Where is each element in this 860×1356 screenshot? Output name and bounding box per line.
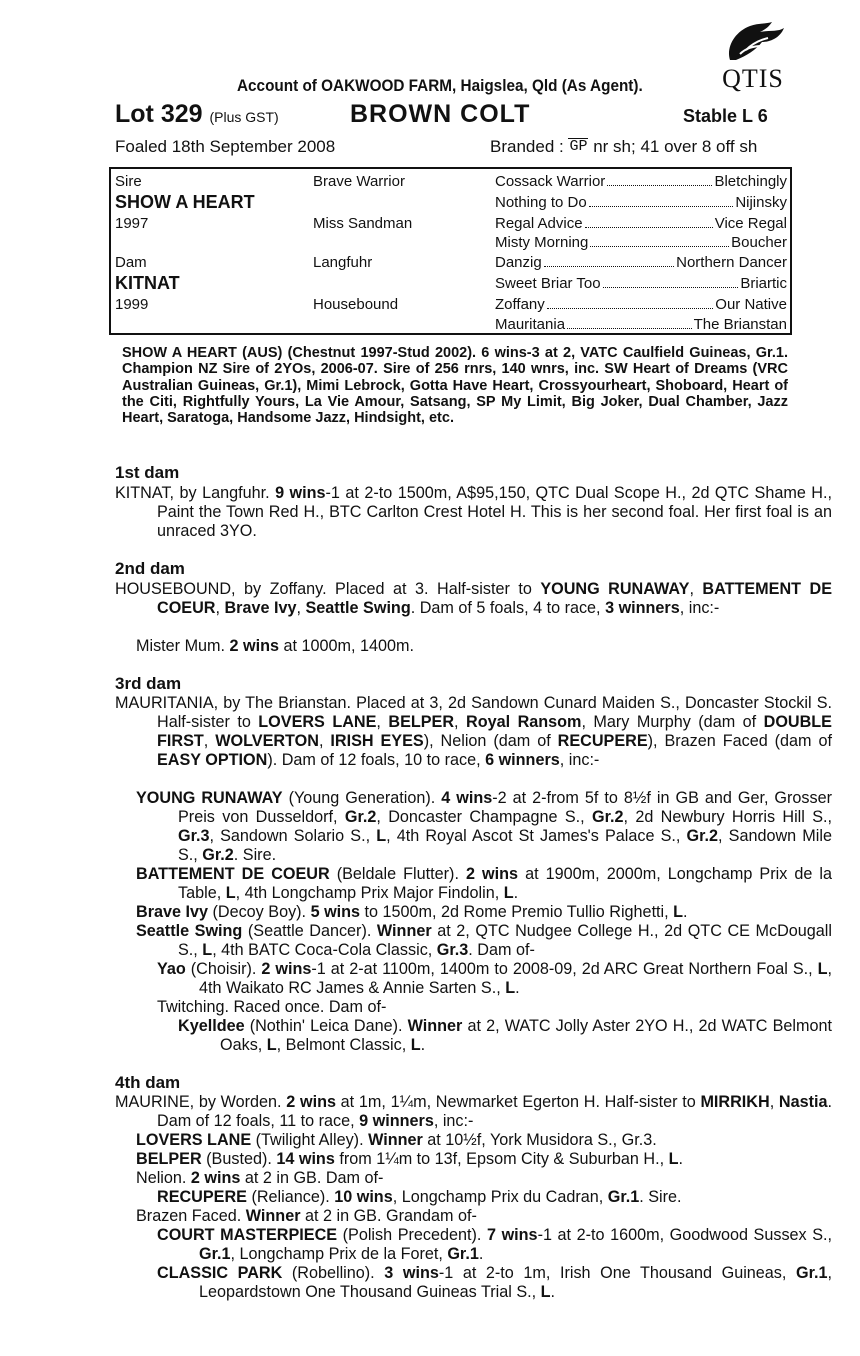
dam-name: KITNAT: [115, 273, 180, 293]
third-dam-heading: 3rd dam: [115, 674, 182, 693]
sire-summary: SHOW A HEART (AUS) (Chestnut 1997-Stud 2002). 6 wins-3 at 2, VATC Caulfield Guineas, Gr.1. Champion NZ Sire of 2YOs, 2006-07. Sire of 256 rnrs, 140 wnrs, inc. SW Heart of Dreams (VRC Australian Guineas, Gr.1), Mimi Lebrock, Gotta Have Heart, Crossyourheart, Shoboard, Heart of the Citi, Rightfully Yours, La Vie Amour, Satsang, SP My Limit, Big Joker, Dual Chamber, Jazz Heart, Saratoga, Handsome Jazz, Hindsight, etc.: [122, 345, 788, 427]
lot-number: Lot 329 (Plus GST): [115, 100, 279, 128]
progeny-entry: BELPER (Busted). 14 wins from 1¼m to 13f, Epsom City & Suburban H., L.: [136, 1150, 683, 1168]
progeny-entry: Twitching. Raced once. Dam of-: [157, 998, 387, 1016]
progeny-entry: Nelion. 2 wins at 2 in GB. Dam of-: [136, 1169, 384, 1187]
second-dam-heading: 2nd dam: [115, 559, 185, 578]
progeny-entry: RECUPERE (Reliance). 10 wins, Longchamp Prix du Cadran, Gr.1. Sire.: [157, 1188, 682, 1206]
progeny-entry: Seattle Swing (Seattle Dancer). Winner at 2, QTC Nudgee College H., 2d QTC CE McDougall S., L, 4th BATC Coca-Cola Classic, Gr.3. Dam of-: [136, 922, 832, 959]
progeny-entry: LOVERS LANE (Twilight Alley). Winner at 10½f, York Musidora S., Gr.3.: [136, 1131, 657, 1149]
grandparent-row: Zoffany Our Native: [495, 296, 787, 313]
grandparent-row: Sweet Briar Too Briartic: [495, 275, 787, 292]
first-dam-text: KITNAT, by Langfuhr. 9 wins-1 at 2-to 1500m, A$95,150, QTC Dual Scope H., 2d QTC Shame H., Paint the Town Red H., BTC Carlton Crest Hotel H. This is her second foal. Her first foal is an unraced 3YO.: [115, 484, 832, 540]
second-dam-text: HOUSEBOUND, by Zoffany. Placed at 3. Half-sister to YOUNG RUNAWAY, BATTEMENT DE COEUR, Brave Ivy, Seattle Swing. Dam of 5 foals, 4 to race, 3 winners, inc:-: [115, 580, 833, 617]
progeny-entry: YOUNG RUNAWAY (Young Generation). 4 wins-2 at 2-from 5f to 8½f in GB and Ger, Grosser Preis von Dusseldorf, Gr.2, Doncaster Champagne S., Gr.2, 2d Newbury Horris Hill S., Gr.3, Sandown Solario S., L, 4th Royal Ascot St James's Palace S., Gr.2, Sandown Mile S., Gr.2. Sire.: [136, 789, 833, 864]
plus-gst: (Plus GST): [209, 109, 279, 125]
logo-text: QTIS: [722, 64, 784, 93]
grandparent-row: Mauritania The Brianstan: [495, 316, 787, 333]
progeny-entry: Yao (Choisir). 2 wins-1 at 2-at 1100m, 1400m to 2008-09, 2d ARC Great Northern Foal S., L, 4th Waikato RC James & Annie Sarten S., L.: [157, 960, 832, 997]
progeny-entry: CLASSIC PARK (Robellino). 3 wins-1 at 2-to 1m, Irish One Thousand Guineas, Gr.1, Leopardstown One Thousand Guineas Trial S., L.: [157, 1264, 832, 1301]
dam-label: Dam: [115, 254, 147, 271]
grandparent-row: Nothing to Do Nijinsky: [495, 194, 787, 211]
progeny-entry: COURT MASTERPIECE (Polish Precedent). 7 wins-1 at 2-to 1600m, Goodwood Sussex S., Gr.1, Longchamp Prix de la Foret, Gr.1.: [157, 1226, 833, 1263]
account-line: Account of OAKWOOD FARM, Haigslea, Qld (As Agent).: [237, 76, 643, 95]
foaled-date: Foaled 18th September 2008: [115, 137, 336, 156]
progeny-entry: Brazen Faced. Winner at 2 in GB. Grandam of-: [136, 1207, 477, 1225]
progeny-entry: Kyelldee (Nothin' Leica Dane). Winner at 2, WATC Jolly Aster 2YO H., 2d WATC Belmont Oaks, L, Belmont Classic, L.: [178, 1017, 832, 1054]
fourth-dam-text: MAURINE, by Worden. 2 wins at 1m, 1¼m, Newmarket Egerton H. Half-sister to MIRRIKH, Nastia. Dam of 12 foals, 11 to race, 9 winners, inc:-: [115, 1093, 832, 1130]
sire-label: Sire: [115, 173, 142, 190]
grandparent-row: Danzig Northern Dancer: [495, 254, 787, 271]
fourth-dam-heading: 4th dam: [115, 1073, 181, 1092]
grandparent-row: Misty Morning Boucher: [495, 234, 787, 251]
horse-description: BROWN COLT: [350, 100, 531, 128]
horse-head-icon: [716, 20, 790, 64]
sire-name: SHOW A HEART: [115, 192, 255, 212]
stable-number: Stable L 6: [683, 106, 768, 126]
brand-symbol: GP: [569, 138, 588, 155]
dam-dam: Housebound: [313, 296, 399, 313]
grandparent-row: Cossack Warrior Bletchingly: [495, 173, 787, 190]
progeny-entry: Brave Ivy (Decoy Boy). 5 wins to 1500m, 2d Rome Premio Tullio Righetti, L.: [136, 903, 688, 921]
progeny-entry: BATTEMENT DE COEUR (Beldale Flutter). 2 wins at 1900m, 2000m, Longchamp Prix de la Table, L, 4th Longchamp Prix Major Findolin, L.: [136, 865, 832, 902]
branded-info: Branded : GP nr sh; 41 over 8 off sh: [490, 137, 758, 156]
qtis-logo: [716, 20, 790, 98]
third-dam-text: MAURITANIA, by The Brianstan. Placed at 3, 2d Sandown Cunard Maiden S., Doncaster Stockil S. Half-sister to LOVERS LANE, BELPER, Royal Ransom, Mary Murphy (dam of DOUBLE FIRST, WOLVERTON, IRISH EYES), Nelion (dam of RECUPERE), Brazen Faced (dam of EASY OPTION). Dam of 12 foals, 10 to race, 6 winners, inc:-: [115, 694, 832, 769]
grandparent-row: Regal Advice Vice Regal: [495, 215, 787, 232]
first-dam-heading: 1st dam: [115, 463, 180, 482]
sire-year: 1997: [115, 215, 149, 232]
dam-sire: Langfuhr: [313, 254, 373, 271]
progeny-entry: Mister Mum. 2 wins at 1000m, 1400m.: [136, 637, 414, 655]
sire-dam: Miss Sandman: [313, 215, 413, 232]
dam-year: 1999: [115, 296, 149, 313]
sire-sire: Brave Warrior: [313, 173, 405, 190]
